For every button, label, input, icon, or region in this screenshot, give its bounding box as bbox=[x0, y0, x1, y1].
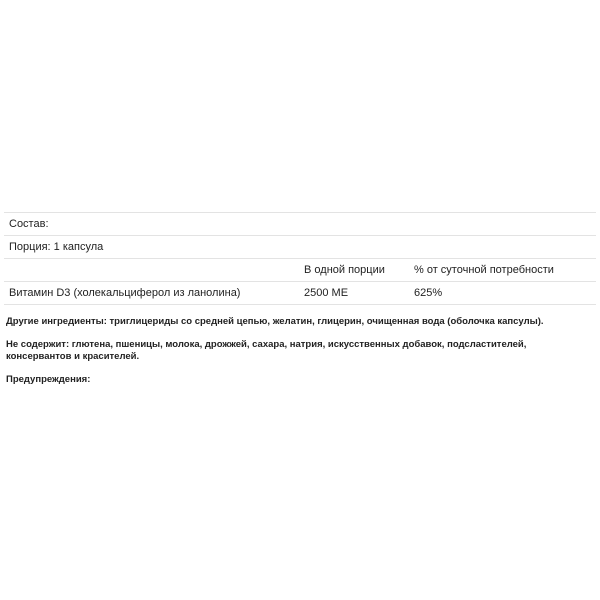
serving-size: Порция: 1 капсула bbox=[4, 236, 596, 259]
header-empty-cell bbox=[4, 259, 299, 282]
serving-row bbox=[4, 236, 596, 259]
free-of-text: Не содержит: глютена, пшеницы, молока, дрожжей, сахара, натрия, искусственных добавок, подсластителей, консервантов и красителей. bbox=[6, 339, 527, 362]
nutrient-daily-value: 625% bbox=[409, 282, 596, 305]
header-daily-value: % от суточной потребности bbox=[409, 259, 596, 282]
other-ingredients-text: Другие ингредиенты: триглицериды со средней цепью, желатин, глицерин, очищенная вода (оболочка капсулы). bbox=[6, 316, 544, 327]
table-title-row bbox=[4, 213, 596, 236]
table-header-row bbox=[4, 259, 596, 282]
supplement-facts-table bbox=[4, 212, 596, 305]
notes-section bbox=[6, 316, 594, 397]
warnings-heading: Предупреждения: bbox=[6, 374, 91, 385]
nutrient-name: Витамин D3 (холекальциферол из ланолина) bbox=[4, 282, 299, 305]
header-amount: В одной порции bbox=[299, 259, 409, 282]
table-title: Состав: bbox=[4, 213, 596, 236]
nutrient-amount: 2500 МЕ bbox=[299, 282, 409, 305]
table-row bbox=[4, 282, 596, 305]
